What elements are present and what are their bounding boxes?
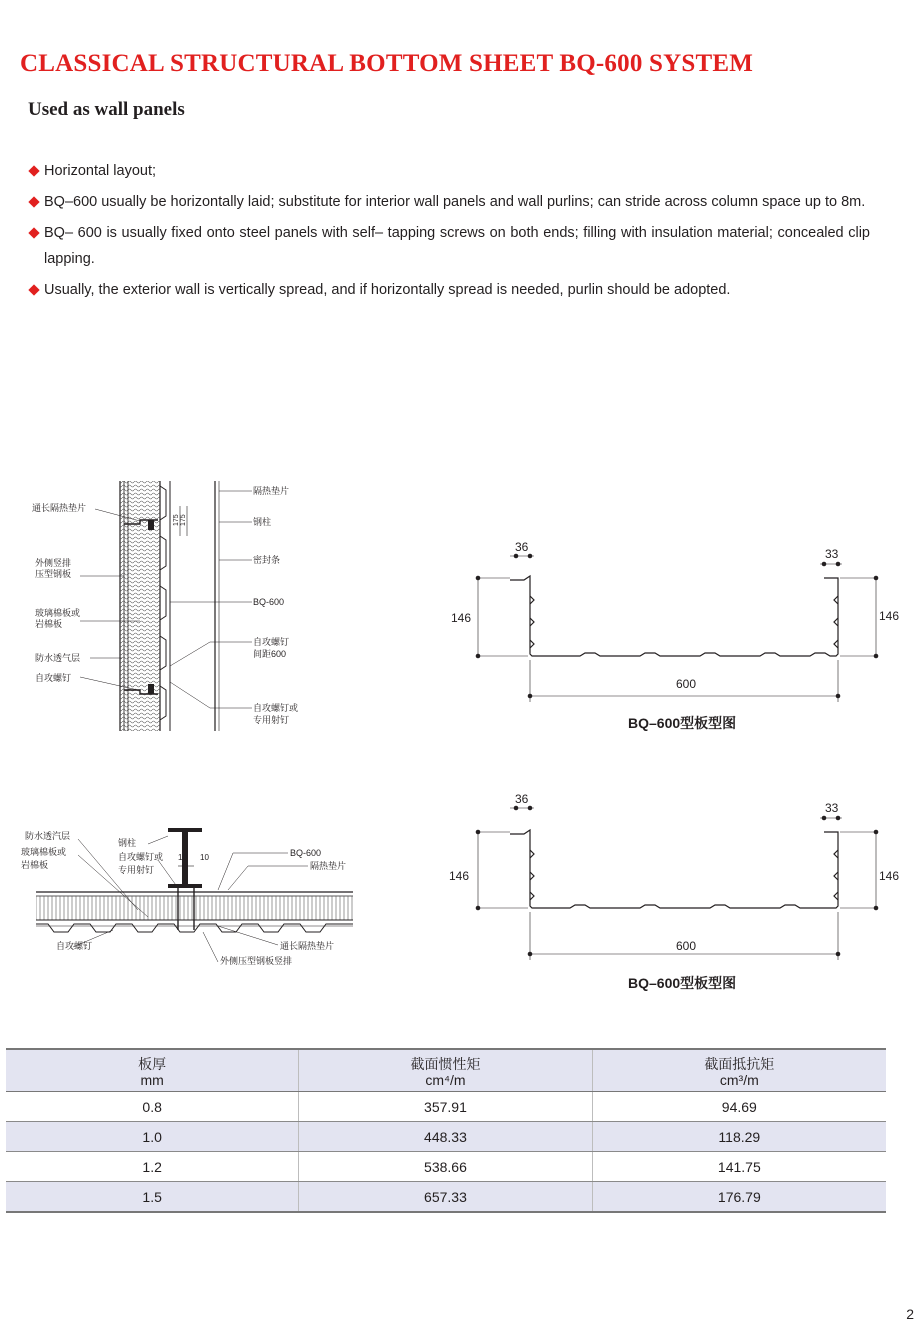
table-row: [6, 1122, 886, 1152]
profile-drawing-2: [440, 788, 920, 963]
label-left: 防水透气层: [35, 653, 81, 663]
dim-top-left: 36: [515, 540, 529, 554]
profile-caption-1: BQ–600型板型图: [628, 715, 737, 731]
table-row: [6, 1092, 886, 1122]
bullet-text: BQ– 600 is usually fixed onto steel panels with self– tapping screws on both ends; filling with insulation material; concealed clip lapping.: [44, 225, 870, 267]
bullet-text: Usually, the exterior wall is vertically spread, and if horizontally spread is needed, purlin should be adopted.: [44, 282, 731, 298]
label-right: 钢柱: [253, 517, 272, 527]
dim-left: 146: [451, 611, 472, 625]
bullet-item: [30, 220, 870, 272]
label-left: 压型钢板: [35, 569, 72, 579]
table-cell: 94.69: [592, 1092, 886, 1122]
header-moment-of-inertia: 截面惯性矩 cm⁴/m: [299, 1049, 592, 1092]
bullet-item: [30, 189, 870, 215]
table-row: [6, 1152, 886, 1182]
profile-drawing-1: [440, 536, 920, 711]
profile-caption-2: BQ–600型板型图: [628, 975, 737, 991]
page-number: 2: [906, 1306, 914, 1322]
label-top: 钢柱: [118, 838, 137, 848]
table-cell: 357.91: [299, 1092, 592, 1122]
bullet-item: [30, 158, 870, 184]
label-bottom: 通长隔热垫片: [280, 941, 335, 951]
bullet-text: Horizontal layout;: [44, 163, 157, 179]
dim-bottom: 600: [676, 677, 697, 691]
dim-right: 146: [879, 609, 900, 623]
table-cell: 0.8: [6, 1092, 299, 1122]
header-thickness: 板厚 mm: [6, 1049, 299, 1092]
dim-right: 146: [879, 869, 900, 883]
table-cell: 141.75: [592, 1152, 886, 1182]
page-title: CLASSICAL STRUCTURAL BOTTOM SHEET BQ-600 SYSTEM: [20, 50, 753, 77]
label-top: BQ-600: [290, 848, 322, 858]
dim-label: 10: [178, 853, 187, 862]
diamond-bullet-icon: [28, 165, 39, 176]
label-right: 专用射钉: [253, 715, 290, 725]
page-subtitle: Used as wall panels: [28, 99, 185, 120]
diamond-bullet-icon: [28, 284, 39, 295]
label-left: 岩棉板: [21, 860, 49, 870]
table-cell: 448.33: [299, 1122, 592, 1152]
table-cell: 1.0: [6, 1122, 299, 1152]
label-left: 防水透汽层: [25, 831, 71, 841]
vertical-wall-detail: [20, 476, 320, 738]
table-cell: 176.79: [592, 1182, 886, 1213]
label-top: 自攻螺钉或: [118, 852, 164, 862]
label-right: 间距600: [253, 649, 287, 659]
section-properties-table: [6, 1048, 886, 1213]
dim-label: 175: [180, 514, 187, 526]
dim-left: 146: [449, 869, 470, 883]
label-top: 专用射钉: [118, 865, 155, 875]
label-left: 外侧竖排: [35, 558, 72, 568]
bullet-item: [30, 277, 870, 303]
label-left: 自攻螺钉: [56, 941, 93, 951]
dim-label: 175: [173, 514, 180, 526]
label-left: 玻璃棉板或: [21, 847, 67, 857]
table-cell: 1.5: [6, 1182, 299, 1213]
table-row: [6, 1182, 886, 1213]
diamond-bullet-icon: [28, 196, 39, 207]
label-right: 自攻螺钉或: [253, 703, 299, 713]
table-cell: 657.33: [299, 1182, 592, 1213]
diamond-bullet-icon: [28, 227, 39, 238]
bullet-list: [30, 158, 870, 308]
label-left: 自攻螺钉: [35, 673, 72, 683]
bullet-text: BQ–600 usually be horizontally laid; substitute for interior wall panels and wall purlins; can stride across column space up to 8m.: [44, 194, 866, 210]
dim-bottom: 600: [676, 939, 697, 953]
dim-top-right: 33: [825, 547, 839, 561]
dim-top-left: 36: [515, 792, 529, 806]
dim-label: 10: [200, 853, 209, 862]
label-right: 隔热垫片: [253, 486, 290, 496]
table-cell: 538.66: [299, 1152, 592, 1182]
header-section-modulus: 截面抵抗矩 cm³/m: [592, 1049, 886, 1092]
dim-top-right: 33: [825, 801, 839, 815]
table-cell: 1.2: [6, 1152, 299, 1182]
label-right: 密封条: [253, 555, 281, 565]
label-left: 通长隔热垫片: [32, 503, 87, 513]
label-right: 自攻螺钉: [253, 637, 290, 647]
label-bottom: 外侧压型钢板竖排: [220, 956, 293, 966]
label-right: BQ-600: [253, 597, 285, 607]
table-header-row: [6, 1049, 886, 1092]
table-cell: 118.29: [592, 1122, 886, 1152]
label-left: 岩棉板: [35, 619, 63, 629]
label-top: 隔热垫片: [310, 861, 347, 871]
label-left: 玻璃棉板或: [35, 608, 81, 618]
horizontal-wall-detail: [18, 822, 363, 972]
